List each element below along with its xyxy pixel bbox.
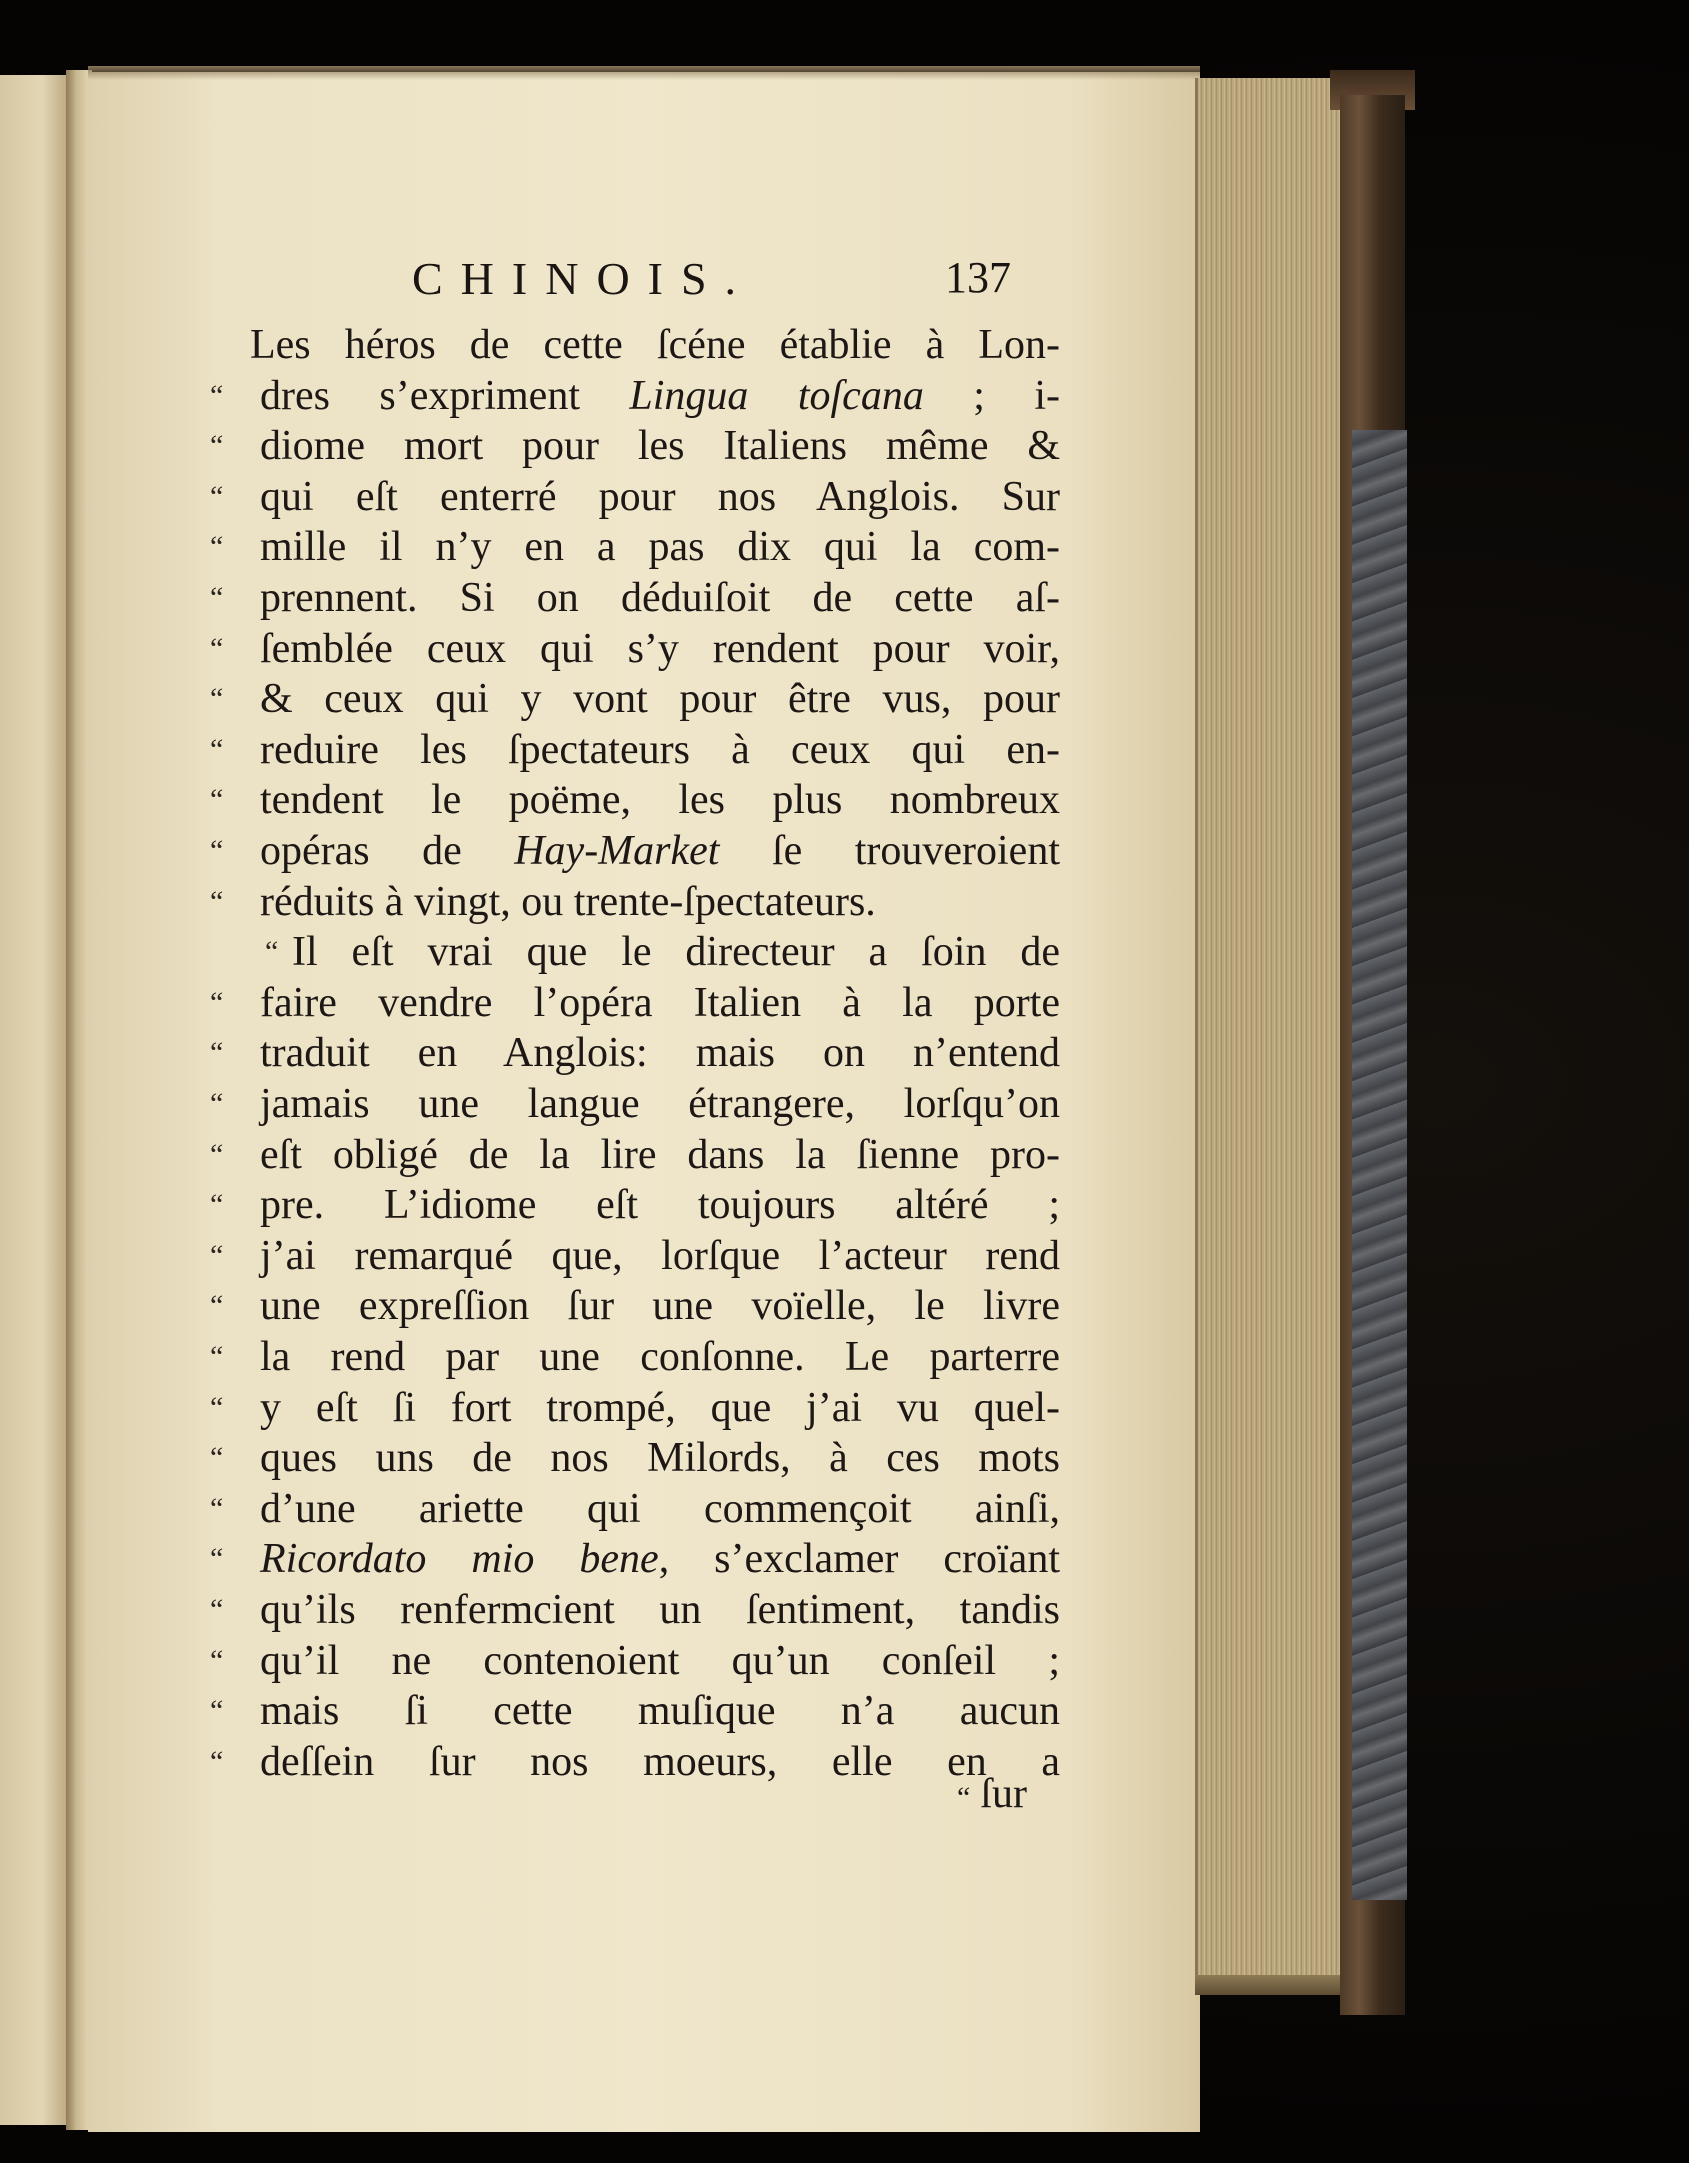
text-line xyxy=(210,1585,1060,1635)
text-line xyxy=(210,421,1060,471)
line-text: Les héros de cette ſcéne établie à Lon- xyxy=(250,322,1060,368)
line-text: d’une ariette qui commençoit ainſi, xyxy=(260,1485,1060,1532)
text-line xyxy=(210,725,1060,775)
quote-mark: “ xyxy=(210,834,224,867)
text-line xyxy=(210,1433,1060,1483)
line-text: y eſt ſi fort trompé, que j’ai vu quel- xyxy=(260,1384,1060,1431)
line-text: dres s’expriment Lingua toſcana ; i- xyxy=(260,372,1060,419)
text-line xyxy=(210,775,1060,825)
line-text: diome mort pour les Italiens même & xyxy=(260,423,1060,470)
quote-mark: “ xyxy=(210,1542,224,1576)
text-line xyxy=(210,1686,1060,1736)
text-line xyxy=(210,927,1060,977)
line-text: ſemblée ceux qui s’y rendent pour voir, xyxy=(260,625,1060,672)
line-text: prennent. Si on déduiſoit de cette aſ- xyxy=(260,575,1060,621)
text-line xyxy=(210,472,1060,522)
line-text: opéras de Hay-Market ſe trouveroient xyxy=(260,828,1060,874)
line-text: une expreſſion ſur une voïelle, le livre xyxy=(260,1283,1060,1330)
quote-mark: “ xyxy=(210,1340,224,1373)
line-text: ques uns de nos Milords, à ces mots xyxy=(260,1435,1060,1482)
text-line xyxy=(210,1484,1060,1534)
italic-phrase: Lingua toſcana xyxy=(629,372,924,419)
quote-mark: “ xyxy=(210,631,224,665)
quote-mark: “ xyxy=(210,530,224,564)
line-text: mille il n’y en a pas dix qui la com- xyxy=(260,524,1060,571)
text-line xyxy=(210,573,1060,623)
page-top-shadow xyxy=(88,66,1200,80)
text-line xyxy=(210,1180,1060,1230)
text-line xyxy=(210,978,1060,1028)
line-text: Ricordato mio bene, s’exclamer croïant xyxy=(260,1536,1060,1583)
quote-mark: “ xyxy=(210,1694,224,1728)
marbled-board xyxy=(1352,430,1407,1900)
quote-mark: “ xyxy=(210,1137,224,1171)
quote-mark: “ xyxy=(210,1188,224,1222)
quote-mark: “ xyxy=(210,783,224,817)
quote-mark: “ xyxy=(210,378,224,412)
text-line xyxy=(210,624,1060,674)
text-line xyxy=(210,1281,1060,1331)
quote-mark: “ xyxy=(210,1036,224,1070)
catchword-quote: “ xyxy=(957,1781,971,1814)
line-text: qu’ils renfermcient un ſentiment, tandis xyxy=(260,1587,1060,1633)
text-line xyxy=(210,320,1060,370)
line-text: j’ai remarqué que, lorſque l’acteur rend xyxy=(260,1232,1060,1279)
catchword xyxy=(957,1770,1027,1818)
quote-mark: “ xyxy=(210,1491,224,1525)
text-line xyxy=(210,1332,1060,1382)
quote-mark: “ xyxy=(265,935,279,969)
text-line xyxy=(210,371,1060,421)
line-text: qui eſt enterré pour nos Anglois. Sur xyxy=(260,473,1060,520)
quote-mark: “ xyxy=(210,1087,224,1120)
text-line xyxy=(210,1130,1060,1180)
text-line xyxy=(210,877,1060,927)
text-line xyxy=(210,1636,1060,1686)
quote-mark: “ xyxy=(210,581,224,614)
line-text: & ceux qui y vont pour être vus, pour xyxy=(260,676,1060,723)
italic-phrase: Hay-Market xyxy=(514,828,720,874)
page-number: 137 xyxy=(945,253,1011,302)
text-line xyxy=(210,1534,1060,1584)
line-text: pre. L’idiome eſt toujours altéré ; xyxy=(260,1182,1060,1229)
quote-mark: “ xyxy=(210,1744,224,1778)
italic-phrase: Ricordato mio bene xyxy=(260,1536,659,1583)
line-text: Il eſt vrai que le directeur a ſoin de xyxy=(292,929,1060,976)
line-text: mais ſi cette muſique n’a aucun xyxy=(260,1688,1060,1735)
text-line xyxy=(210,1383,1060,1433)
line-text: tendent le poëme, les plus nombreux xyxy=(260,777,1060,824)
line-text: réduits à vingt, ou trente-ſpectateurs. xyxy=(260,878,876,925)
line-text: deſſein ſur nos moeurs, elle en a xyxy=(260,1738,1060,1785)
line-text: la rend par une conſonne. Le parterre xyxy=(260,1334,1060,1380)
quote-mark: “ xyxy=(210,884,224,918)
running-head-title: CHINOIS. xyxy=(412,253,755,304)
text-line xyxy=(210,1079,1060,1129)
catchword-text: ſur xyxy=(980,1771,1027,1817)
quote-mark: “ xyxy=(210,1289,224,1323)
line-text: eſt obligé de la lire dans la ſienne pro- xyxy=(260,1131,1060,1178)
line-text: qu’il ne contenoient qu’un conſeil ; xyxy=(260,1637,1060,1684)
line-text: faire vendre l’opéra Italien à la porte xyxy=(260,979,1060,1026)
quote-mark: “ xyxy=(210,1238,224,1272)
quote-mark: “ xyxy=(210,732,224,766)
quote-mark: “ xyxy=(210,429,224,463)
text-line xyxy=(210,1231,1060,1281)
text-line xyxy=(210,1737,1060,1787)
line-text: traduit en Anglois: mais on n’entend xyxy=(260,1030,1060,1077)
book-fore-edge xyxy=(1195,78,1348,1983)
quote-mark: “ xyxy=(210,682,224,716)
quote-mark: “ xyxy=(210,985,224,1019)
book-fore-edge-bottom xyxy=(1195,1975,1345,1995)
text-line xyxy=(210,1028,1060,1078)
left-page-edge xyxy=(0,75,72,2125)
quote-mark: “ xyxy=(210,1643,224,1677)
line-text: jamais une langue étrangere, lorſqu’on xyxy=(260,1081,1060,1127)
text-line xyxy=(210,522,1060,572)
line-text: reduire les ſpectateurs à ceux qui en- xyxy=(260,726,1060,773)
quote-mark: “ xyxy=(210,1441,224,1475)
quote-mark: “ xyxy=(210,479,224,513)
text-line xyxy=(210,826,1060,876)
quote-mark: “ xyxy=(210,1593,224,1626)
text-line xyxy=(210,674,1060,724)
quote-mark: “ xyxy=(210,1390,224,1424)
